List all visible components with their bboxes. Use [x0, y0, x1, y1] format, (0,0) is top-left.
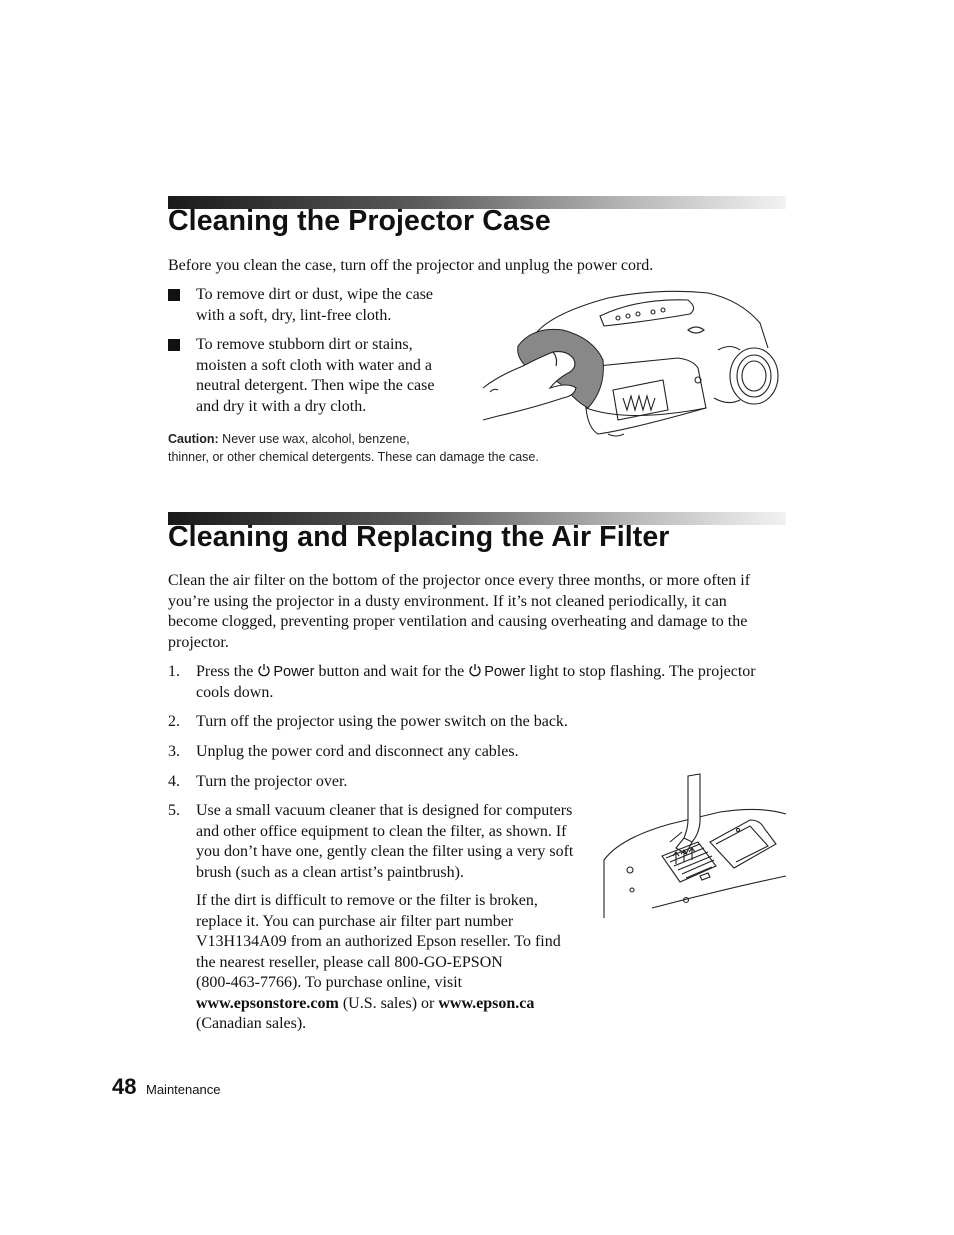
power-icon	[468, 663, 482, 677]
bullet-item	[196, 335, 451, 417]
step-text: and other office equipment to clean the filter, as shown. If	[196, 822, 567, 840]
step-text: cools down.	[196, 683, 274, 701]
step-3: Unplug the power cord and disconnect any cables.	[196, 743, 519, 760]
page-number: 48	[112, 1074, 137, 1099]
link-epson-ca[interactable]: www.epson.ca	[438, 994, 535, 1012]
text-line: become clogged, preventing proper ventilation and causing overheating and damage to the	[168, 613, 748, 630]
bullet-item	[196, 285, 451, 326]
power-label: Power	[273, 664, 315, 680]
power-icon	[257, 663, 271, 677]
link-epsonstore[interactable]: www.epsonstore.com	[196, 994, 339, 1012]
text-line: (Canadian sales).	[196, 1015, 307, 1032]
text-line: the nearest reseller, please call 800-GO-EPSON	[196, 953, 503, 971]
step-4: Turn the projector over.	[196, 773, 348, 790]
step-text: Press the	[196, 663, 254, 680]
bullet-line: To remove stubborn dirt or stains,	[196, 336, 413, 353]
text-line: If the dirt is difficult to remove or the filter is broken,	[196, 892, 538, 909]
step-number: 4.	[168, 773, 180, 790]
air-filter-vacuum-illustration	[600, 772, 790, 922]
bullet-marker	[168, 339, 180, 351]
caution-note	[168, 430, 598, 466]
section-title-cleaning-case: Cleaning the Projector Case	[168, 205, 551, 237]
step-text: button and wait for the	[318, 663, 465, 680]
step-number: 2.	[168, 713, 180, 730]
step-text: light to stop flashing. The projector	[529, 663, 756, 680]
text-line: you’re using the projector in a dusty environment. If it’s not cleaned periodically, it can	[168, 592, 727, 610]
text-line: projector.	[168, 633, 229, 651]
section-label: Maintenance	[146, 1082, 221, 1097]
section-title-air-filter: Cleaning and Replacing the Air Filter	[168, 521, 670, 553]
caution-label: Caution:	[168, 432, 219, 446]
caution-text: Never use wax, alcohol, benzene,	[222, 432, 410, 446]
text-line: (U.S. sales) or	[338, 994, 439, 1012]
intro-text: Before you clean the case, turn off the projector and unplug the power cord.	[168, 257, 654, 274]
step-text: Use a small vacuum cleaner that is designed for computers	[196, 802, 573, 819]
bullet-line: To remove dirt or dust, wipe the case	[196, 286, 434, 303]
step-5	[196, 801, 591, 883]
step-text: brush (such as a clean artist’s paintbrush).	[196, 863, 464, 881]
text-line: Clean the air filter on the bottom of the projector once every three months, or more often if	[168, 572, 751, 589]
text-line: V13H134A09 from an authorized Epson reseller. To find	[196, 933, 561, 950]
bullet-line: and dry it with a dry cloth.	[196, 397, 367, 415]
text-line: (800-463-7766). To purchase online, visit	[196, 974, 463, 991]
step-number: 3.	[168, 743, 180, 760]
text-line: replace it. You can purchase air filter part number	[196, 912, 514, 930]
caution-text: thinner, or other chemical detergents. These can damage the case.	[168, 450, 539, 464]
bullet-line: moisten a soft cloth with water and a	[196, 356, 432, 374]
power-label: Power	[484, 664, 526, 680]
bullet-line: neutral detergent. Then wipe the case	[196, 377, 435, 394]
projector-cleaning-illustration	[478, 288, 788, 438]
intro-paragraph	[168, 571, 788, 653]
step-text: you don’t have one, gently clean the filter using a very soft	[196, 843, 574, 860]
bullet-line: with a soft, dry, lint-free cloth.	[196, 306, 392, 324]
bullet-marker	[168, 289, 180, 301]
replacement-info	[196, 891, 591, 1035]
step-2: Turn off the projector using the power switch on the back.	[196, 713, 568, 730]
step-number: 1.	[168, 663, 180, 680]
step-1	[196, 662, 788, 703]
step-number: 5.	[168, 802, 180, 819]
